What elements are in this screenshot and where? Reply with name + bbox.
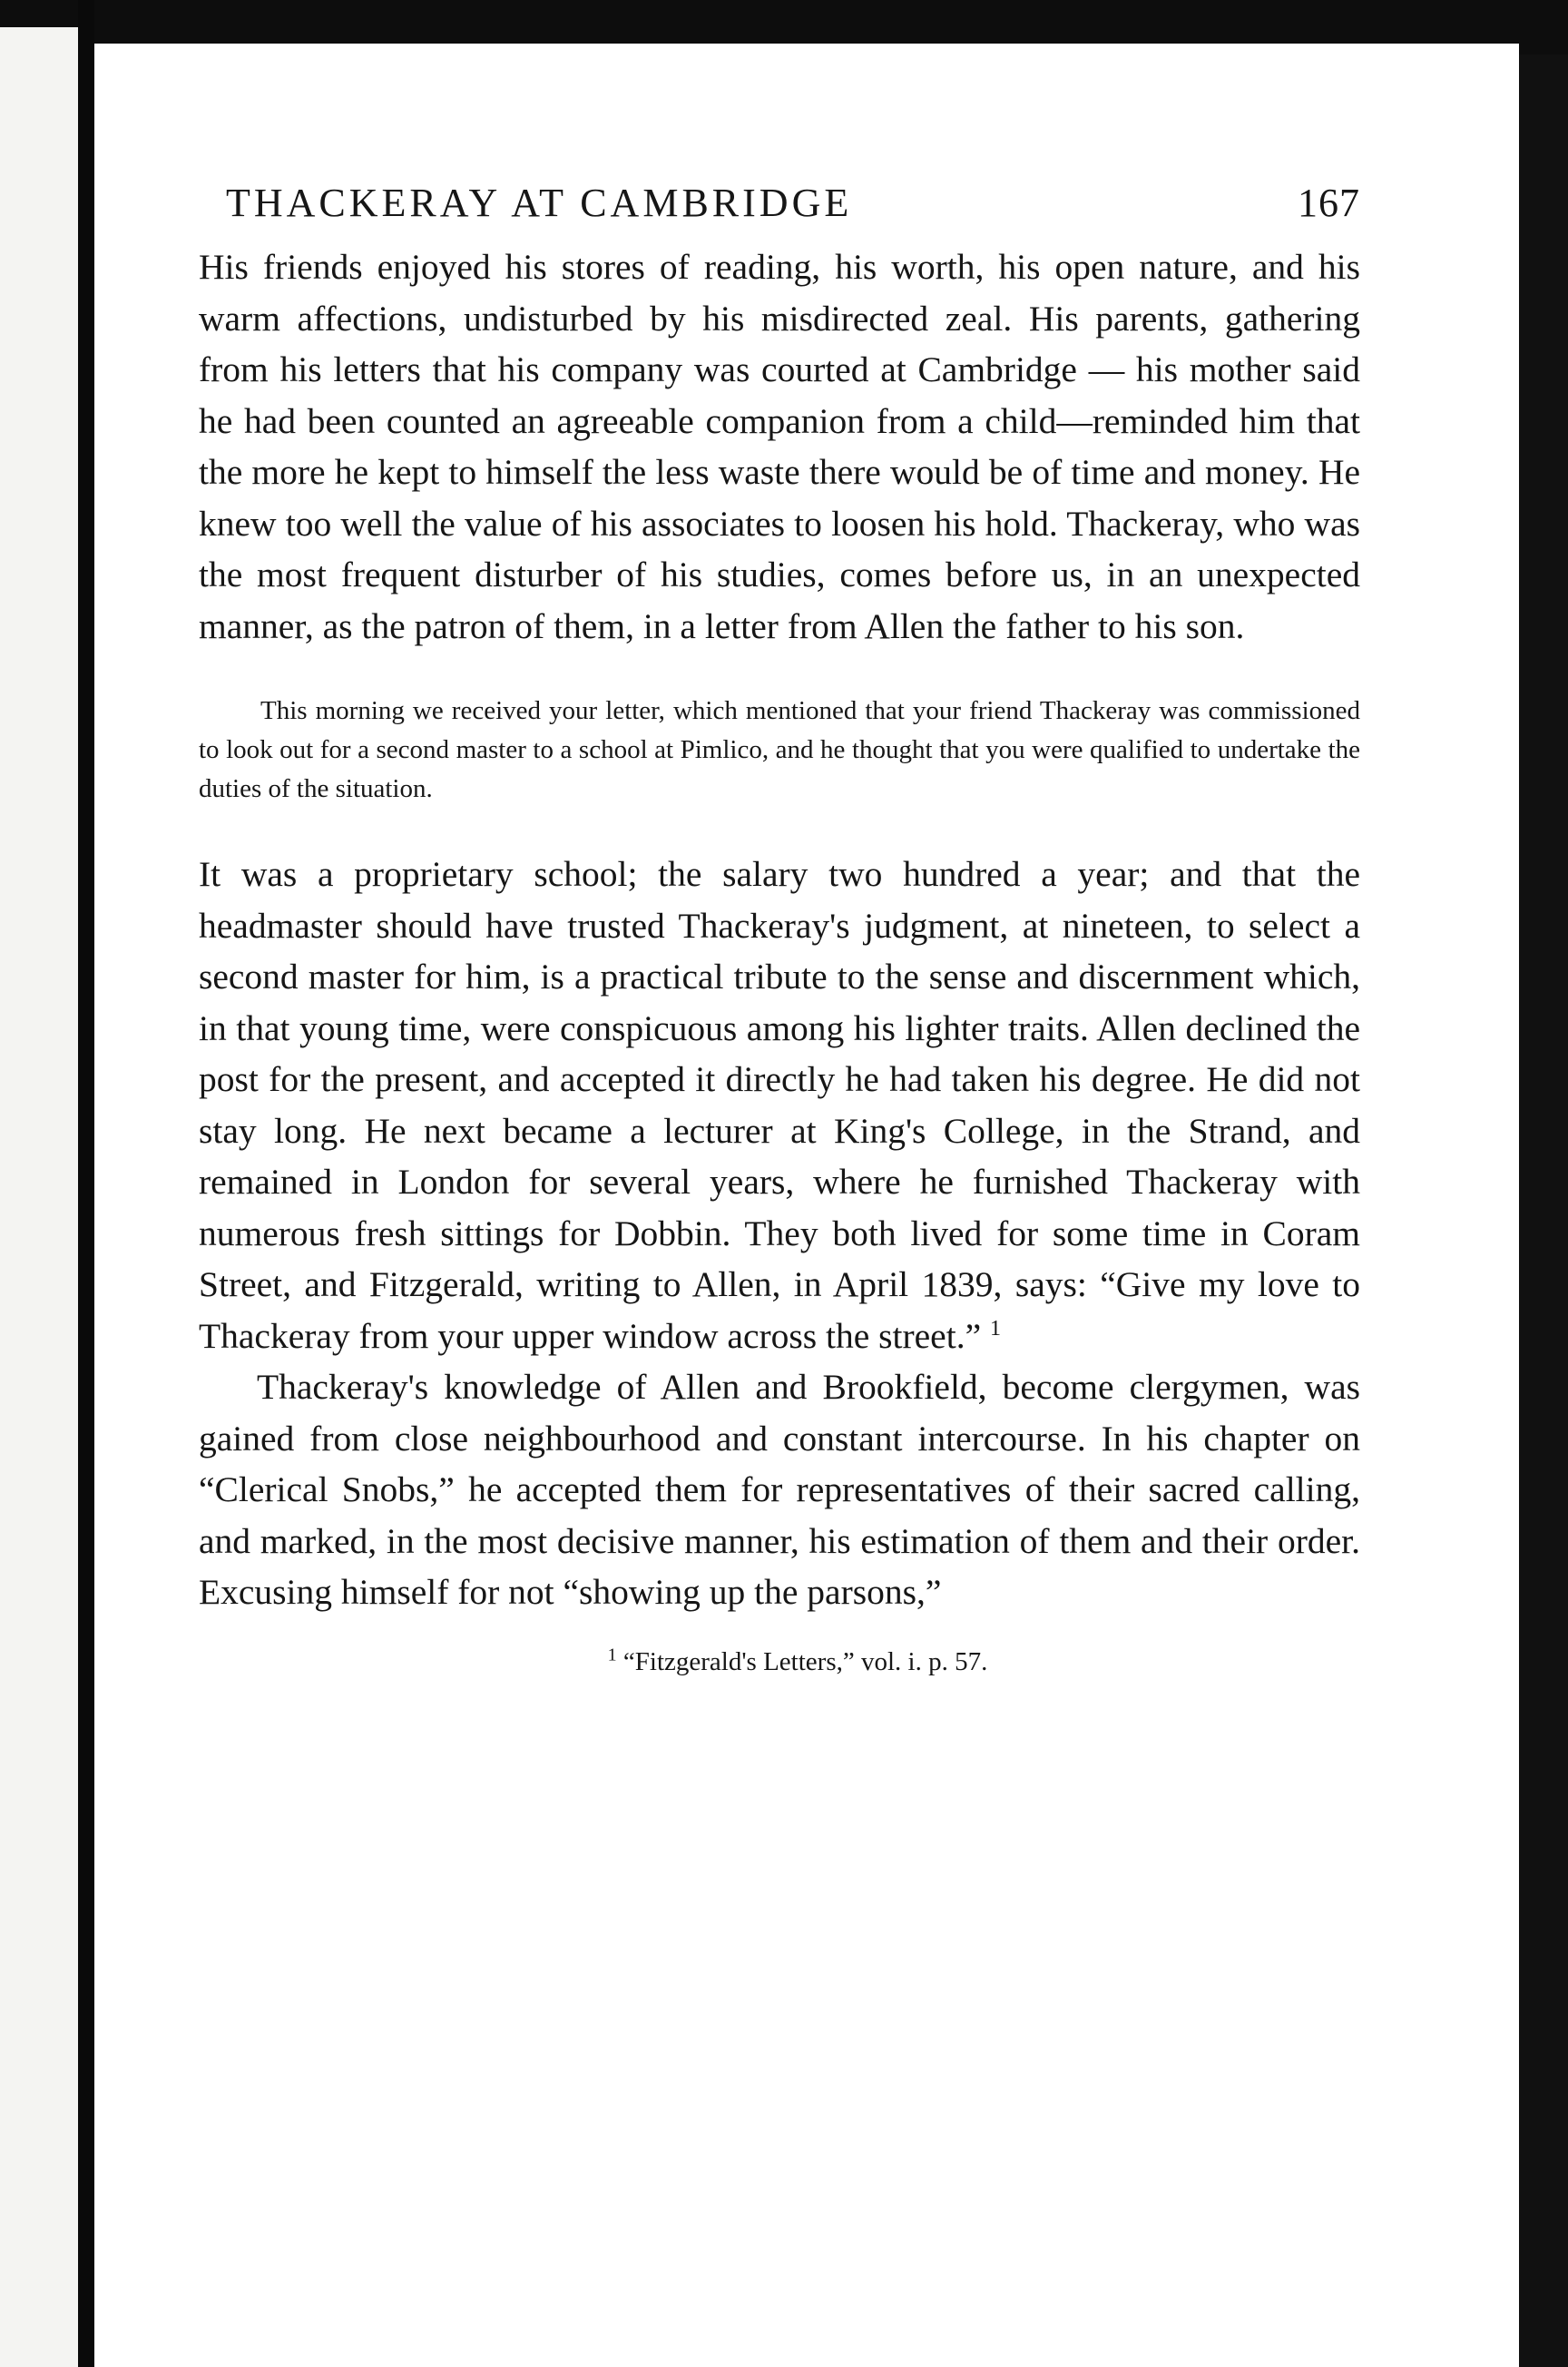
- footnote: [199, 1644, 1360, 1680]
- paragraph-2-text: It was a proprietary school; the salary two hundred a year; and that the headmaster should have trusted Thackeray's judgment, at nineteen, to select a second master for him, is a practical tribute to the sense and discernment which, in that young time, were conspicuous among his lighter traits. Allen declined the post for the present, and accepted it directly he had taken his degree. He did not stay long. He next became a lecturer at King's College, in the Strand, and remained in London for several years, where he furnished Thackeray with numerous fresh sittings for Dobbin. They both lived for some time in Coram Street, and Fitzgerald, writing to Allen, in April 1839, says: “Give my love to Thackeray from your upper window across the street.”: [199, 854, 1360, 1356]
- footnote-text: “Fitzgerald's Letters,” vol. i. p. 57.: [622, 1646, 988, 1676]
- footnote-reference: 1: [989, 1316, 1001, 1341]
- block-quote: This morning we received your letter, which mentioned that your friend Thackeray was commissioned to look out for a second master to a school at Pimlico, and he thought that you were qualified to undertake the duties of the situation.: [199, 696, 1360, 803]
- page-content: [199, 180, 1360, 1680]
- paragraph-2: [199, 849, 1360, 1361]
- page-number: 167: [1298, 181, 1360, 225]
- scan-border: [1519, 54, 1568, 2367]
- running-title: THACKERAY AT CAMBRIDGE: [226, 181, 853, 225]
- book-page: [94, 44, 1519, 2367]
- page-header: [199, 180, 1360, 231]
- footnote-marker: 1: [607, 1644, 617, 1665]
- book-gutter: [78, 0, 94, 2367]
- paragraph-3: [199, 1361, 1360, 1618]
- facing-page-edge: [0, 27, 78, 2367]
- paragraph-1-text: His friends enjoyed his stores of reading, his worth, his open nature, and his warm affections, undisturbed by his misdirected zeal. His parents, gathering from his letters that his company was courted at Cambridge — his mother said he had been counted an agreeable companion from a child—reminded him that the more he kept to himself the less waste there would be of time and money. He knew too well the value of his associates to loosen his hold. Thackeray, who was the most frequent disturber of his studies, comes before us, in an unexpected manner, as the patron of them, in a letter from Allen the father to his son.: [199, 247, 1360, 646]
- paragraph-1: [199, 241, 1360, 652]
- paragraph-3-text: Thackeray's knowledge of Allen and Brookfield, become clergymen, was gained from close neighbourhood and constant intercourse. In his chapter on “Clerical Snobs,” he accepted them for representatives of their sacred calling, and marked, in the most decisive manner, his estimation of them and their order. Excusing himself for not “showing up the parsons,”: [199, 1367, 1360, 1612]
